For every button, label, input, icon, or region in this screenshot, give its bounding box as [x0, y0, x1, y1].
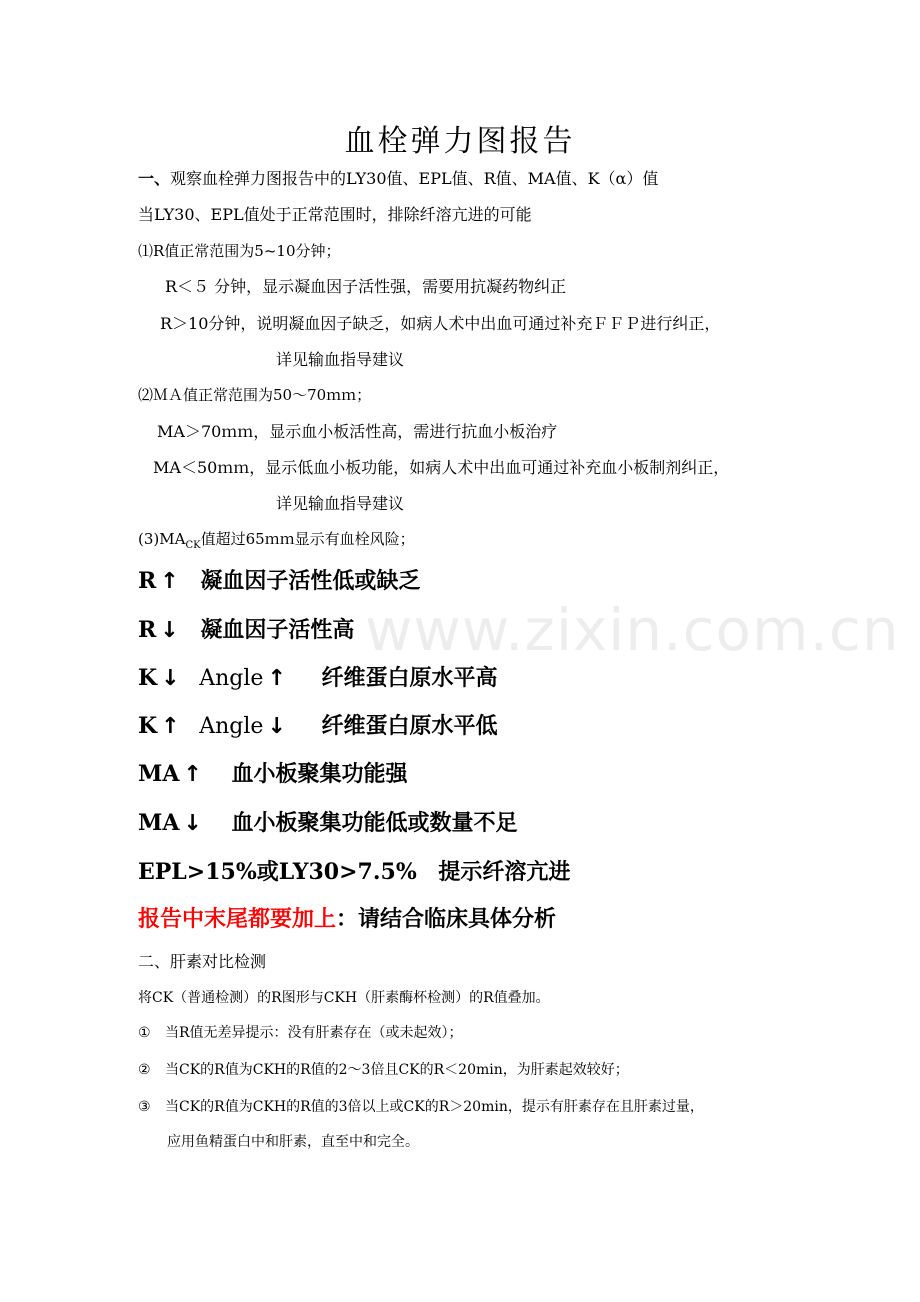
section2-heading: 二、肝素对比检测	[138, 952, 267, 971]
mack-subscript: CK	[185, 540, 201, 551]
report-note-black: ：请结合临床具体分析	[336, 907, 557, 932]
item-text: 当R值无差异提示：没有肝素存在（或未起效）；	[165, 1025, 463, 1041]
ma-low-reference: 详见输血指导建议	[276, 494, 405, 513]
summary-code: R	[138, 617, 157, 643]
summary-code2: Angle	[199, 714, 264, 739]
arrow-down-icon: ↓	[160, 618, 179, 643]
list-item	[138, 1023, 463, 1043]
item-number: ②	[138, 1062, 151, 1078]
section1-heading-text: 观察血栓弹力图报告中的LY30值、EPL值、R值、MA值、K（α）值	[170, 169, 659, 188]
mack-note	[138, 529, 415, 556]
ma-high-note: MA＞70ｍｍ，显示血小板活性高，需进行抗血小板治疗	[157, 422, 558, 441]
summary-code: K	[138, 665, 158, 691]
section1-heading	[138, 168, 658, 190]
summary-line	[138, 615, 354, 646]
document-title: 血栓弹力图报告	[344, 124, 576, 159]
mack-suffix: 值超过65ｍｍ显示有血栓风险；	[200, 530, 415, 548]
item-number: ①	[138, 1025, 151, 1041]
list-item	[138, 1097, 704, 1117]
summary-code: R	[138, 568, 157, 594]
section2-intro: 将CK（普通检测）的R图形与CKH（肝素酶杯检测）的R值叠加。	[138, 990, 550, 1006]
summary-text: 纤维蛋白原水平高	[321, 666, 498, 691]
summary-text: 血小板聚集功能低或数量不足	[231, 811, 518, 836]
item-number: ③	[138, 1099, 151, 1115]
ma-low-note: MA＜50ｍｍ，显示低血小板功能，如病人术中出血可通过补充血小板制剂纠正，	[153, 458, 730, 477]
arrow-up-icon: ↑	[161, 714, 180, 739]
report-note-red: 报告中末尾都要加上	[138, 907, 337, 932]
summary-line	[138, 759, 408, 790]
summary-code: MA	[138, 810, 180, 836]
r-high-note: R＞10分钟，说明凝血因子缺乏，如病人术中出血可通过补充ＦＦＰ进行纠正，	[160, 314, 721, 333]
arrow-down-icon: ↓	[161, 666, 180, 691]
report-note	[138, 905, 556, 935]
summary-text: 凝血因子活性低或缺乏	[200, 569, 421, 594]
summary-code2: Angle	[199, 666, 264, 691]
item-text: 当CK的R值为CKH的R值的3倍以上或CK的R＞20min，提示有肝素存在且肝素过量，	[165, 1099, 704, 1115]
watermark: www.zixin.com.cn	[365, 596, 900, 664]
mack-prefix: (3)MA	[138, 530, 186, 548]
list-item	[138, 1060, 629, 1080]
arrow-down-icon: ↓	[183, 811, 202, 836]
summary-line	[138, 663, 498, 694]
arrow-down-icon: ↓	[267, 714, 286, 739]
summary-line	[138, 711, 498, 742]
summary-text: 血小板聚集功能强	[231, 762, 408, 787]
item-text: 当CK的R值为CKH的R值的2～3倍且CK的R＜20min，为肝素起效较好；	[165, 1062, 629, 1078]
r-high-reference: 详见输血指导建议	[276, 350, 405, 369]
epl-summary-line	[138, 857, 570, 888]
summary-line	[138, 808, 518, 839]
arrow-up-icon: ↑	[160, 569, 179, 594]
arrow-up-icon: ↑	[183, 762, 202, 787]
r-normal-range: ⑴R值正常范围为5~10分钟；	[138, 242, 341, 260]
section1-line2: 当LY30、EPL值处于正常范围时，排除纤溶亢进的可能	[138, 205, 532, 224]
ma-normal-range: ⑵ＭＡ值正常范围为50～70ｍｍ；	[138, 386, 372, 404]
epl-code: EPL>15%或LY30>7.5%	[138, 859, 417, 885]
summary-text: 纤维蛋白原水平低	[321, 714, 498, 739]
summary-code: MA	[138, 761, 180, 787]
summary-text: 凝血因子活性高	[200, 618, 355, 643]
list-item-continuation: 应用鱼精蛋白中和肝素，直至中和完全。	[167, 1134, 419, 1150]
arrow-up-icon: ↑	[267, 666, 286, 691]
section1-number: 一、	[138, 169, 171, 188]
epl-text: 提示纤溶亢进	[438, 860, 571, 885]
r-low-note: R＜５ 分钟，显示凝血因子活性强，需要用抗凝药物纠正	[165, 277, 567, 296]
summary-line	[138, 566, 420, 597]
summary-code: K	[138, 713, 158, 739]
